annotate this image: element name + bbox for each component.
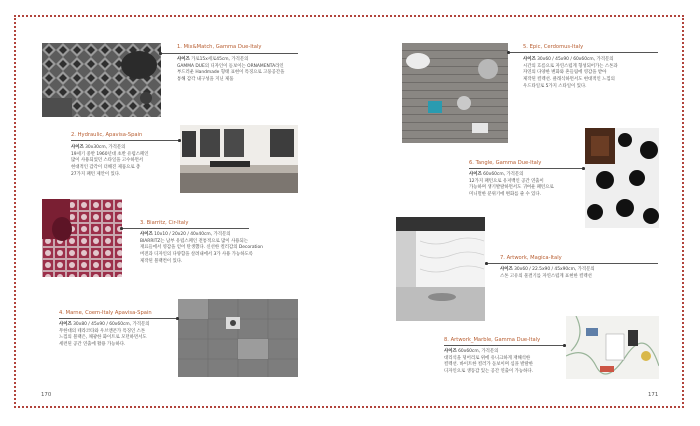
photo-artwork xyxy=(396,217,485,321)
photo-artwork-marble xyxy=(566,316,659,379)
item-5-leader-line xyxy=(508,52,658,53)
item-8-line-2: 대리석을 덩어리로 위에 유니크하게 재해석한 xyxy=(444,355,531,361)
item-8-title: 8. Artwork_Marble, Gamma Due-Italy xyxy=(444,337,541,343)
item-6-line-4: 미니멀한 분위기에 변화를 줄 수 있다. xyxy=(469,192,541,198)
photo-tangle xyxy=(585,128,659,228)
item-7-title: 7. Artwork, Magica-Italy xyxy=(500,255,562,261)
item-2-leader-dot xyxy=(178,139,181,142)
item-3-line-3: 재료들에서 영감을 얻어 탄생했다. 신선한 컬러감의 Decoration xyxy=(140,245,263,251)
photo-marne xyxy=(178,299,298,377)
item-3-leader-line xyxy=(121,228,249,229)
item-4-description xyxy=(59,322,177,349)
size-label: 사이즈 xyxy=(71,145,84,150)
photo-biarritz xyxy=(42,199,122,277)
item-5-line-2: 시간의 흐름으로 자연스럽게 형성되어가는 스톤과 xyxy=(523,63,618,69)
item-1-line-4: 통해 감각 내구성을 지닌 제품 xyxy=(177,77,234,83)
item-8-description xyxy=(444,349,566,376)
item-2-line-5: 27가지 패턴 제안이 있다. xyxy=(71,171,121,177)
size-label: 사이즈 xyxy=(59,322,72,327)
item-3-line-4: 버전과 디자인의 다양함을 살려내에서 3가 사용 가능하도록 xyxy=(140,252,253,258)
item-1-line-2: GAMMA DUE의 디자인이 돋보이는 ORNAMENTA라인 xyxy=(177,63,284,69)
item-3-line-5: 제작된 블랙컨이 있다. xyxy=(140,258,183,264)
item-4-line-4: 세련된 공간 연출에 활용 가능하다. xyxy=(59,342,126,348)
item-6-description xyxy=(469,172,583,199)
size-label: 사이즈 xyxy=(523,57,536,62)
item-2-line-2: 19세기 중반 1960년대 초반 유럽스페인 xyxy=(71,151,149,157)
item-2-description xyxy=(71,145,181,179)
size-label: 사이즈 xyxy=(177,57,190,62)
item-1-line-1: 사이즈 가로15x세로45cm, 가격문의 xyxy=(177,57,249,62)
item-7-leader-line xyxy=(486,263,658,264)
page-number-left: 170 xyxy=(41,392,52,398)
item-6-line-2: 12가지 패턴으로 유저백인 공간 연출이 xyxy=(469,178,544,184)
item-2-line-3: 많이 사용되었던 스타일을 고수하면서 xyxy=(71,158,144,164)
item-4-title: 4. Marne, Coem-Italy Apavisa-Spain xyxy=(59,310,152,316)
item-3-title: 3. Biarritz, Cir-Italy xyxy=(140,220,189,226)
item-8-leader-line xyxy=(444,345,564,346)
item-2-line-1: 사이즈 30x30cm, 가격문의 xyxy=(71,145,126,150)
item-6-leader-line xyxy=(469,168,583,169)
item-7-line-1: 사이즈 30x60 / 22.5x90 / 45x90cm, 가격문의 xyxy=(500,267,595,272)
size-label: 사이즈 xyxy=(140,232,153,237)
item-6-title: 6. Tangle, Gamma Due-Italy xyxy=(469,160,542,166)
size-label: 사이즈 xyxy=(500,267,513,272)
size-label: 사이즈 xyxy=(469,172,482,177)
item-5-line-3: 자연의 다양한 변화와 흔들림에 영감을 받아 xyxy=(523,70,607,76)
item-4-line-2: 무한대의 테라코타와 우브앤폰가 특징인 스톤 xyxy=(59,328,146,334)
item-2-title: 2. Hydraulic, Apavisa-Spain xyxy=(71,132,143,138)
item-4-leader-line xyxy=(59,318,177,319)
item-3-line-2: BIARRITZ는 남부 유럽스페인 전통적으로 많이 사용되는 xyxy=(140,238,248,244)
item-7-line-2: 스톤 고유의 물결기를 자연스럽게 표현한 컬렉션 xyxy=(500,273,592,279)
photo-hydraulic xyxy=(180,125,298,193)
page-number-right: 171 xyxy=(648,392,659,398)
item-6-line-1: 사이즈 60x60cm, 가격문의 xyxy=(469,172,524,177)
item-1-leader-line xyxy=(160,53,298,54)
item-5-line-5: 우드타일로 5가지 스타일이 있다. xyxy=(523,83,587,89)
item-5-description xyxy=(523,57,663,91)
item-2-leader-line xyxy=(71,140,179,141)
item-3-leader-dot xyxy=(120,227,123,230)
item-7-leader-dot xyxy=(485,262,488,265)
photo-epic xyxy=(402,43,508,143)
item-8-leader-dot xyxy=(563,344,566,347)
item-8-line-1: 사이즈 60x60cm, 가격문의 xyxy=(444,349,499,354)
item-7-description xyxy=(500,267,660,280)
item-5-leader-dot xyxy=(507,51,510,54)
item-2-line-4: 현대적인 감각이 더해진 제품으로 총 xyxy=(71,165,141,171)
item-8-line-4: 디자인으로 생동감 있는 공간 연출이 가능하다. xyxy=(444,369,533,375)
item-1-leader-dot xyxy=(159,52,162,55)
item-3-description xyxy=(140,232,312,266)
item-4-line-1: 사이즈 30x80 / 45x90 / 60x60cm, 가격문의 xyxy=(59,322,150,327)
item-5-line-1: 사이즈 30x60 / 45x90 / 60x60cm, 가격문의 xyxy=(523,57,614,62)
item-4-leader-dot xyxy=(176,317,179,320)
item-1-title: 1. Mix&Match, Gamma Due-Italy xyxy=(177,44,262,50)
photo-mix-match xyxy=(42,43,161,117)
item-3-line-1: 사이즈 10x10 / 20x20 / 40x40cm, 가격문의 xyxy=(140,232,231,237)
item-5-line-4: 제작된 컬렉션. 클래식하면서도 현대적인 느낌의 xyxy=(523,77,615,83)
item-8-line-3: 컬렉션. 바이트한 컬러가 돋보이며 심플 발랄한 xyxy=(444,362,533,368)
size-label: 사이즈 xyxy=(444,349,457,354)
item-1-description xyxy=(177,57,337,84)
item-4-line-3: 느낌의 블랙은, 채광한 화이트로 모던하면서도 xyxy=(59,335,147,341)
item-5-title: 5. Epic, Cerdomus-Italy xyxy=(523,44,584,50)
item-1-line-3: 부드러운 Handmade 형태 표현이 특징으로 고풍공간을 xyxy=(177,70,285,76)
item-6-leader-dot xyxy=(582,167,585,170)
item-6-line-3: 가능하며 생기발랄하면서도 귀여운 패턴으로 xyxy=(469,185,554,191)
